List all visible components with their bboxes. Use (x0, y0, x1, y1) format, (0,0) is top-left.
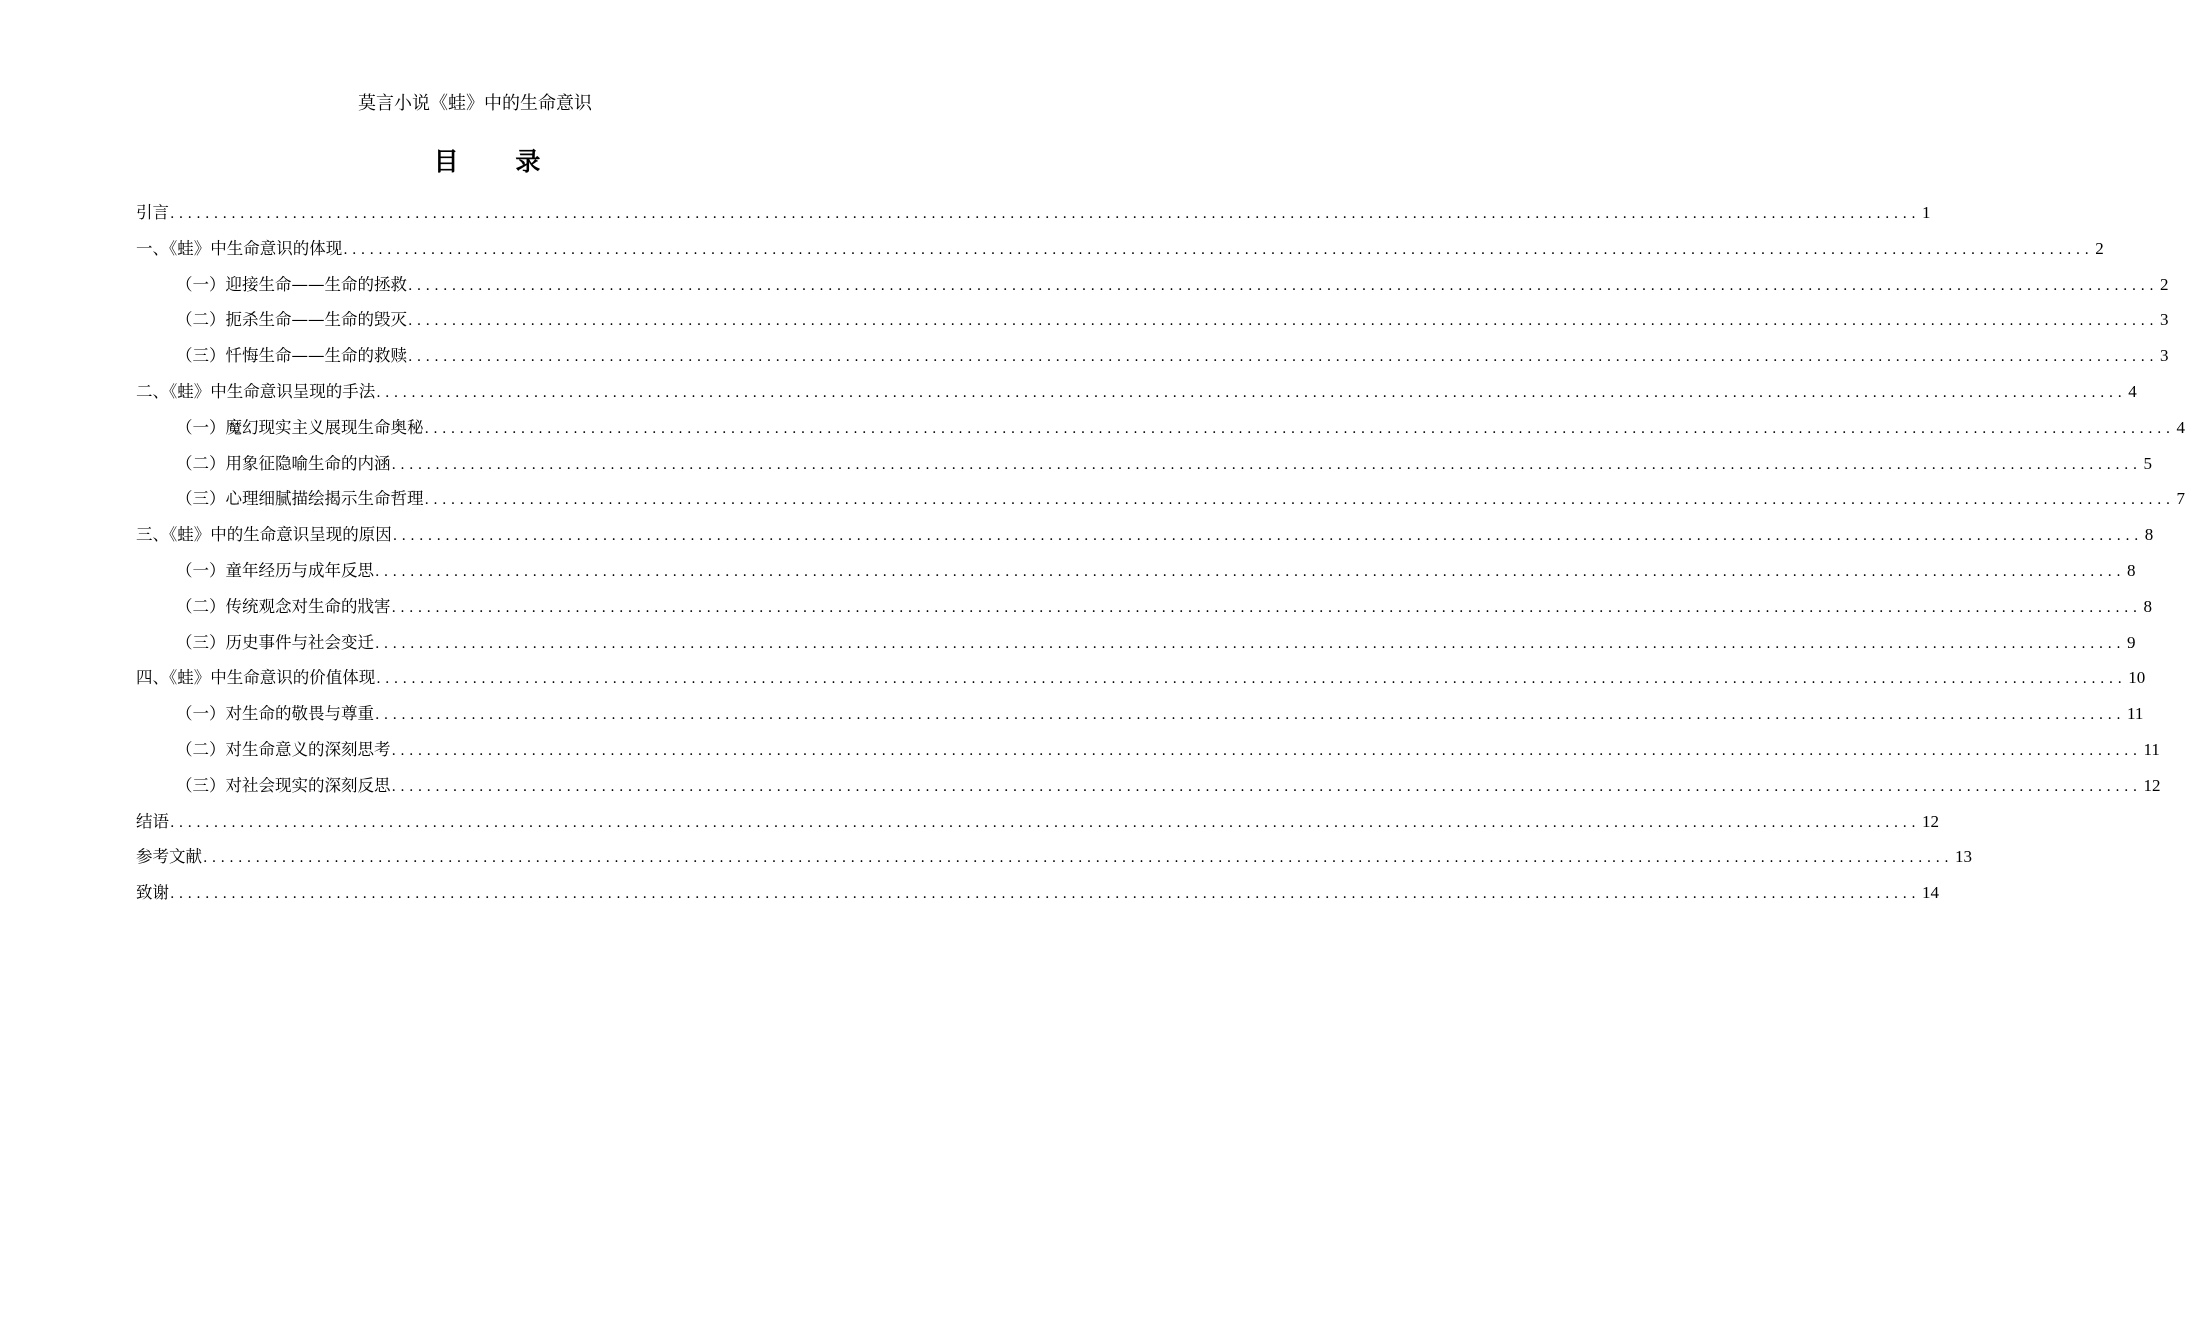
toc-entry[interactable] (136, 839, 1973, 875)
toc-entry-page-number: 1 (1922, 203, 1931, 222)
toc-dot-leader: ........................................................................................................................................................................................................ (343, 241, 2094, 258)
toc-dot-leader: ........................................................................................................................................................................................................ (170, 206, 1921, 222)
toc-entry-page-number: 5 (2143, 453, 2153, 473)
toc-dot-leader: ........................................................................................................................................................................................................ (170, 814, 1921, 831)
toc-entry-page-number: 9 (2127, 632, 2136, 652)
document-title: 莫言小说《蛙》中的生命意识 (358, 93, 592, 114)
toc-entry-page-number: 8 (2144, 525, 2154, 545)
toc-entry[interactable] (136, 696, 2144, 732)
toc-entry-page-number: 14 (1922, 883, 1940, 903)
toc-dot-leader: ........................................................................................................................................................................................................ (170, 886, 1921, 903)
toc-entry-title: （二）对生命意义的深刻思考 (176, 739, 391, 759)
toc-entry-page-number: 3 (2160, 310, 2169, 330)
toc-dot-leader: ........................................................................................................................................................................................................ (391, 599, 2142, 616)
toc-dot-leader: ........................................................................................................................................................................................................ (376, 384, 2127, 401)
toc-entry-title: 三、《蛙》中的生命意识呈现的原因 (136, 525, 392, 545)
toc-entry-title: 引言 (136, 203, 169, 222)
toc-entry[interactable] (136, 481, 2185, 517)
toc-dot-leader: ........................................................................................................................................................................................................ (424, 492, 2175, 509)
toc-entry[interactable] (136, 195, 1931, 231)
toc-entry[interactable] (136, 768, 2161, 804)
toc-entry[interactable] (136, 732, 2160, 768)
toc-dot-leader: ........................................................................................................................................................................................................ (408, 313, 2159, 330)
toc-entry-title: （三）历史事件与社会变迁 (176, 632, 374, 652)
toc-entry-page-number: 4 (2176, 417, 2185, 437)
toc-entry-title: （一）迎接生命——生命的拯救 (176, 274, 407, 294)
toc-dot-leader: ........................................................................................................................................................................................................ (424, 420, 2175, 437)
toc-entry-title: 二、《蛙》中生命意识呈现的手法 (136, 381, 376, 401)
toc-entry-page-number: 8 (2127, 560, 2136, 580)
toc-entry-title: （一）对生命的敬畏与尊重 (176, 704, 374, 724)
toc-entry-title: （三）对社会现实的深刻反思 (176, 775, 391, 795)
toc-entry-page-number: 12 (2143, 775, 2161, 795)
toc-dot-leader: ........................................................................................................................................................................................................ (391, 742, 2142, 759)
toc-entry-page-number: 4 (2128, 381, 2137, 401)
toc-dot-leader: ........................................................................................................................................................................................................ (391, 778, 2142, 795)
toc-dot-leader: ........................................................................................................................................................................................................ (376, 671, 2127, 688)
toc-dot-leader: ........................................................................................................................................................................................................ (408, 349, 2159, 366)
toc-entry[interactable] (136, 875, 1940, 911)
toc-entry-title: 四、《蛙》中生命意识的价值体现 (136, 668, 376, 688)
toc-entry-page-number: 2 (2160, 274, 2169, 294)
toc-entry[interactable] (136, 231, 2104, 267)
toc-entry-page-number: 7 (2176, 489, 2185, 509)
table-of-contents (136, 195, 2185, 911)
toc-entry[interactable] (136, 553, 2136, 589)
toc-entry-title: 一、《蛙》中生命意识的体现 (136, 238, 343, 258)
toc-dot-leader: ........................................................................................................................................................................................................ (392, 528, 2143, 545)
toc-entry-title: （二）用象征隐喻生命的内涵 (176, 453, 391, 473)
toc-entry-title: （一）童年经历与成年反思 (176, 560, 374, 580)
toc-heading: 目 录 (433, 147, 565, 176)
toc-entry-page-number: 11 (2143, 739, 2160, 759)
toc-entry-page-number: 2 (2095, 238, 2104, 258)
toc-entry[interactable] (136, 410, 2185, 446)
toc-entry[interactable] (136, 589, 2153, 625)
toc-entry-page-number: 13 (1955, 847, 1973, 867)
toc-entry[interactable] (136, 338, 2169, 374)
toc-dot-leader: ........................................................................................................................................................................................................ (375, 635, 2126, 652)
toc-entry-page-number: 3 (2160, 346, 2169, 366)
toc-entry[interactable] (136, 625, 2136, 661)
toc-entry-title: 结语 (136, 811, 169, 831)
toc-dot-leader: ........................................................................................................................................................................................................ (203, 850, 1954, 867)
toc-entry[interactable] (136, 446, 2153, 482)
toc-entry-title: （三）忏悔生命——生命的救赎 (176, 346, 407, 366)
toc-entry-title: 参考文献 (136, 847, 202, 867)
toc-entry[interactable] (136, 660, 2146, 696)
toc-dot-leader: ........................................................................................................................................................................................................ (391, 456, 2142, 473)
toc-entry-page-number: 10 (2128, 668, 2146, 688)
toc-dot-leader: ........................................................................................................................................................................................................ (375, 707, 2126, 724)
toc-entry-page-number: 8 (2143, 596, 2153, 616)
toc-entry[interactable] (136, 302, 2169, 338)
toc-entry-title: （二）传统观念对生命的戕害 (176, 596, 391, 616)
toc-entry-title: （一）魔幻现实主义展现生命奥秘 (176, 417, 424, 437)
toc-entry[interactable] (136, 267, 2169, 303)
toc-entry[interactable] (136, 804, 1940, 840)
toc-entry[interactable] (136, 374, 2137, 410)
toc-entry-page-number: 11 (2127, 704, 2144, 724)
toc-entry-title: 致谢 (136, 883, 169, 903)
toc-entry-title: （三）心理细腻描绘揭示生命哲理 (176, 489, 424, 509)
toc-dot-leader: ........................................................................................................................................................................................................ (408, 277, 2159, 294)
toc-entry-page-number: 12 (1922, 811, 1940, 831)
toc-dot-leader: ........................................................................................................................................................................................................ (375, 563, 2126, 580)
toc-entry-title: （二）扼杀生命——生命的毁灭 (176, 310, 407, 330)
toc-entry[interactable] (136, 517, 2154, 553)
